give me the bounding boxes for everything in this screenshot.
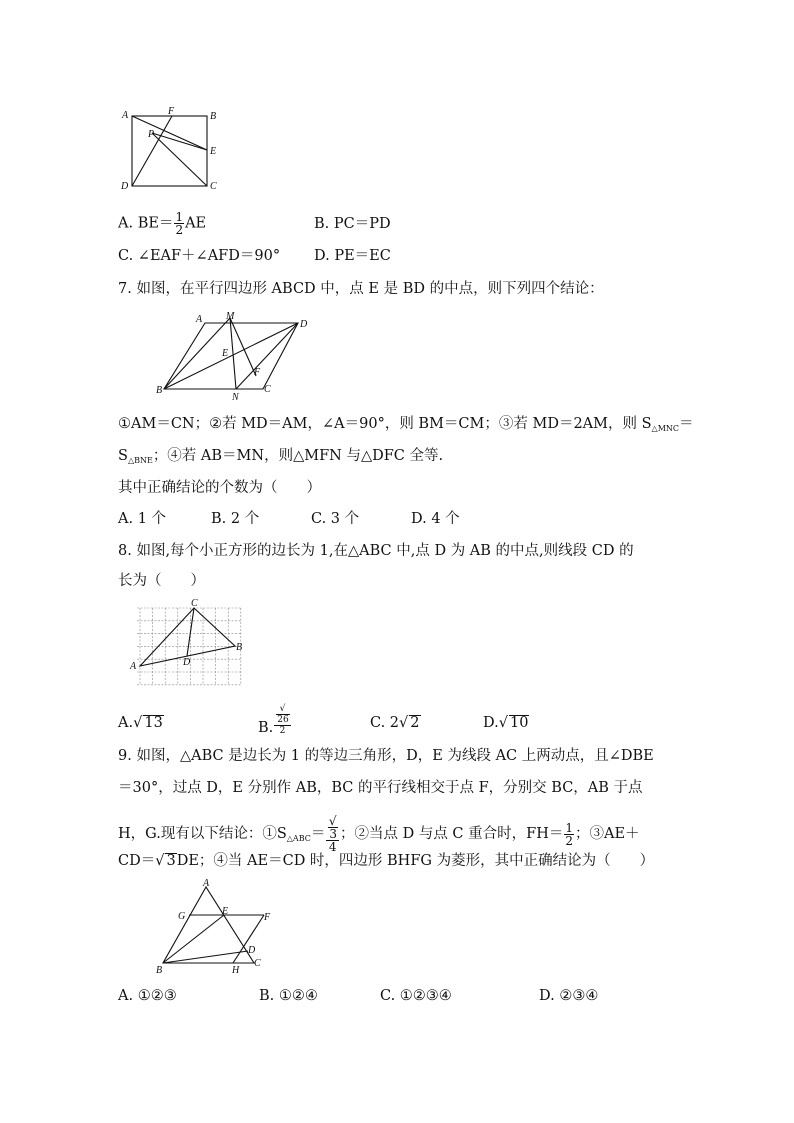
q8-stem-line1: 8. 如图,每个小正方形的边长为 1,在△ABC 中,点 D 为 AB 的中点,则线段 CD 的 — [118, 543, 634, 559]
text: C. 2 — [370, 715, 400, 731]
q7-label-c: C — [264, 384, 271, 395]
text: D. — [483, 715, 499, 731]
subscript: △ABC — [286, 834, 311, 843]
q6-label-p: P — [148, 129, 155, 140]
subscript: △MNC — [651, 424, 680, 433]
text: ；③AE＋ — [575, 826, 640, 842]
q9-line2: ＝30°，过点 D，E 分别作 AB，BC 的平行线相交于点 F，分别交 BC，AB 于点 — [118, 780, 643, 796]
q7-label-m: M — [226, 311, 235, 322]
q7-label-e: E — [222, 348, 229, 359]
q9-label-h: H — [232, 965, 240, 976]
q9-label-c: C — [254, 958, 261, 969]
q8-figure — [125, 598, 250, 690]
frac-num: √ 3 — [326, 815, 339, 841]
q6-figure — [110, 105, 220, 195]
q9-line3 — [118, 815, 640, 853]
radicand: 26 — [277, 715, 289, 725]
q8-option-d[interactable] — [483, 713, 529, 733]
q7-label-d: D — [300, 319, 308, 330]
q9-figure — [150, 875, 280, 980]
text: B. — [258, 720, 274, 736]
radicand: 3 — [329, 827, 337, 841]
q6-option-a-fraction — [174, 211, 184, 236]
q7-question: 其中正确结论的个数为（ ） — [118, 480, 321, 496]
q6-label-a: A — [122, 110, 129, 121]
q9-frac-sqrt3-over-4 — [326, 815, 339, 853]
text: CD＝ — [118, 853, 156, 869]
radicand: 13 — [144, 715, 163, 731]
q6-option-c[interactable]: C. ∠EAF＋∠AFD＝90° — [118, 248, 281, 264]
q9-label-f: F — [264, 912, 271, 923]
q7-figure — [150, 308, 320, 403]
q6-label-b: B — [210, 111, 217, 122]
q6-option-a-suffix: AE — [185, 215, 207, 232]
q9-line1: 9. 如图，△ABC 是边长为 1 的等边三角形，D，E 为线段 AC 上两动点，且∠DBE — [118, 748, 654, 764]
q7-option-a[interactable]: A. 1 个 — [118, 511, 167, 527]
q7-option-b[interactable]: B. 2 个 — [211, 511, 260, 527]
q8-label-a: A — [130, 661, 137, 672]
q7-label-n: N — [232, 392, 239, 403]
text: ＝ — [310, 826, 326, 842]
q6-label-e: E — [210, 146, 217, 157]
frac-den: 2 — [279, 726, 286, 736]
q7-label-b: B — [156, 385, 163, 396]
sqrt-sign: √ — [498, 715, 508, 731]
q9-label-e: E — [222, 906, 229, 917]
q9-option-a[interactable]: A. ①②③ — [118, 988, 177, 1004]
q7-label-a: A — [196, 314, 203, 325]
q9-option-b[interactable]: B. ①②④ — [259, 988, 318, 1004]
q9-label-a: A — [203, 878, 210, 889]
q7-option-d[interactable]: D. 4 个 — [411, 511, 460, 527]
q8-stem-line2: 长为（ ） — [118, 573, 205, 589]
q8-label-b: B — [236, 642, 243, 653]
frac-num: 1 — [565, 820, 573, 835]
q6-option-a-prefix: A. BE＝ — [118, 215, 174, 232]
frac-den: 2 — [175, 223, 184, 237]
frac-den: 4 — [328, 840, 337, 854]
q8-option-b-fraction — [274, 704, 290, 736]
radicand: 10 — [509, 715, 529, 731]
q7-option-c[interactable]: C. 3 个 — [311, 511, 360, 527]
q6-label-f: F — [168, 106, 175, 117]
q8-option-a[interactable] — [118, 713, 164, 733]
text: DE；④当 AE＝CD 时，四边形 BHFG 为菱形，其中正确结论为（ ） — [176, 853, 655, 869]
radicand: 2 — [410, 715, 420, 731]
q8-label-c: C — [191, 598, 198, 609]
q9-option-d[interactable]: D. ②③④ — [539, 988, 599, 1004]
sqrt-sign: √ — [399, 715, 409, 731]
text: ＝ — [679, 416, 694, 432]
frac-num: 1 — [175, 210, 184, 224]
q9-label-b: B — [156, 965, 163, 976]
sqrt-sign: √ — [133, 715, 143, 731]
q9-label-g: G — [178, 911, 186, 922]
q7-stem: 7. 如图，在平行四边形 ABCD 中，点 E 是 BD 的中点，则下列四个结论： — [118, 281, 604, 297]
q9-label-d: D — [248, 945, 256, 956]
q8-option-b[interactable] — [258, 704, 292, 738]
frac-den: 2 — [565, 833, 573, 848]
q6-label-d: D — [121, 181, 129, 192]
q6-option-d[interactable]: D. PE＝EC — [314, 248, 391, 264]
text: S — [118, 448, 128, 464]
text: ；④若 AB＝MN，则△MFN 与△DFC 全等. — [152, 448, 444, 464]
q9-line4 — [118, 851, 654, 871]
q8-option-c[interactable] — [370, 713, 421, 733]
q9-frac-1-over-2 — [564, 822, 574, 847]
q7-conclusions-line1 — [118, 414, 694, 439]
q7-conclusions-line2 — [118, 446, 443, 471]
q6-label-c: C — [210, 181, 217, 192]
text: H，G.现有以下结论：①S — [118, 826, 287, 842]
q9-option-c[interactable]: C. ①②③④ — [380, 988, 452, 1004]
q6-option-a[interactable] — [118, 211, 206, 236]
radicand: 3 — [166, 853, 176, 869]
frac-num: √ 26 — [274, 704, 290, 726]
text: A. — [118, 715, 134, 731]
subscript: △BNE — [127, 456, 153, 465]
sqrt-sign: √ — [155, 853, 165, 869]
text: ①AM＝CN；②若 MD＝AM，∠A＝90°，则 BM＝CM；③若 MD＝2AM，则 S — [118, 416, 652, 432]
q6-option-b[interactable]: B. PC＝PD — [314, 216, 391, 232]
q8-label-d: D — [183, 657, 191, 668]
q7-label-f: F — [254, 367, 261, 378]
text: ；②当点 D 与点 C 重合时，FH＝ — [339, 826, 564, 842]
